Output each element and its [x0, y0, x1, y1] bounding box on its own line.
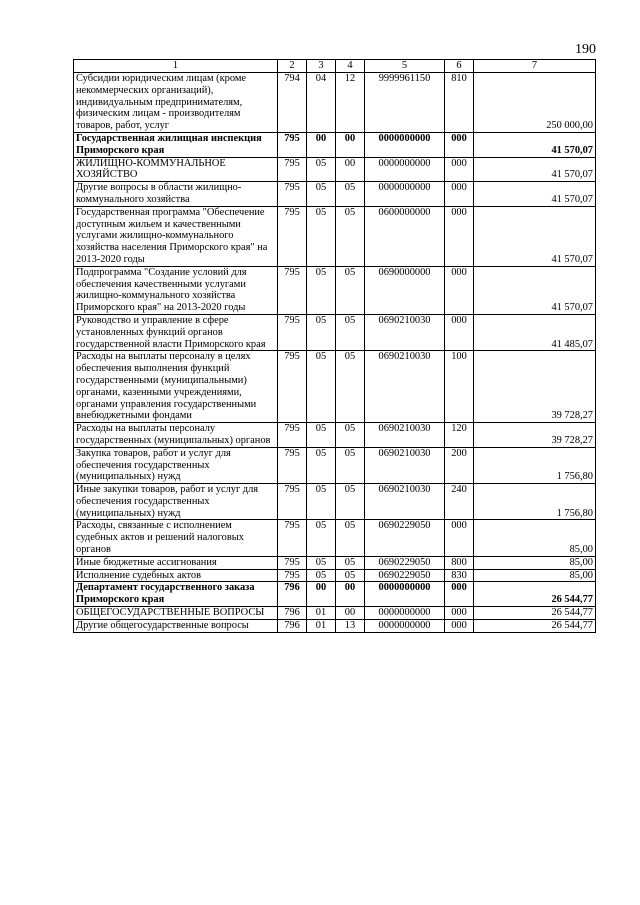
subsection-code-cell: 05 [336, 266, 365, 314]
amount-cell: 41 570,07 [474, 206, 596, 266]
amount-cell: 85,00 [474, 556, 596, 569]
amount-cell: 26 544,77 [474, 582, 596, 607]
subsection-code-cell: 13 [336, 619, 365, 632]
expense-type-cell: 000 [445, 157, 474, 182]
row-name-cell: Иные бюджетные ассигнования [74, 556, 278, 569]
amount-cell: 1 756,80 [474, 484, 596, 520]
ved-code-cell: 796 [278, 607, 307, 620]
expense-type-cell: 000 [445, 266, 474, 314]
column-header: 7 [474, 60, 596, 73]
target-article-cell: 0690210030 [365, 351, 445, 423]
table-row [74, 73, 596, 133]
budget-table [73, 59, 596, 633]
target-article-cell: 0600000000 [365, 206, 445, 266]
expense-type-cell: 000 [445, 182, 474, 207]
subsection-code-cell: 00 [336, 582, 365, 607]
subsection-code-cell: 05 [336, 447, 365, 483]
table-row [74, 157, 596, 182]
section-code-cell: 01 [307, 619, 336, 632]
row-name-cell: Другие общегосударственные вопросы [74, 619, 278, 632]
expense-type-cell: 000 [445, 314, 474, 350]
section-code-cell: 05 [307, 351, 336, 423]
expense-type-cell: 200 [445, 447, 474, 483]
subsection-code-cell: 05 [336, 351, 365, 423]
ved-code-cell: 795 [278, 157, 307, 182]
expense-type-cell: 000 [445, 132, 474, 157]
amount-cell: 85,00 [474, 520, 596, 556]
expense-type-cell: 100 [445, 351, 474, 423]
subsection-code-cell: 05 [336, 206, 365, 266]
ved-code-cell: 794 [278, 73, 307, 133]
column-header: 3 [307, 60, 336, 73]
amount-cell: 26 544,77 [474, 607, 596, 620]
subsection-code-cell: 05 [336, 556, 365, 569]
section-code-cell: 05 [307, 484, 336, 520]
subsection-code-cell: 00 [336, 132, 365, 157]
ved-code-cell: 795 [278, 132, 307, 157]
subsection-code-cell: 05 [336, 314, 365, 350]
expense-type-cell: 000 [445, 206, 474, 266]
header-row [74, 60, 596, 73]
expense-type-cell: 810 [445, 73, 474, 133]
table-row [74, 132, 596, 157]
ved-code-cell: 796 [278, 582, 307, 607]
section-code-cell: 05 [307, 157, 336, 182]
target-article-cell: 9999961150 [365, 73, 445, 133]
ved-code-cell: 795 [278, 182, 307, 207]
target-article-cell: 0690210030 [365, 314, 445, 350]
table-row [74, 351, 596, 423]
page-number: 190 [575, 42, 596, 57]
amount-cell: 250 000,00 [474, 73, 596, 133]
ved-code-cell: 795 [278, 484, 307, 520]
ved-code-cell: 795 [278, 520, 307, 556]
table-row [74, 314, 596, 350]
ved-code-cell: 795 [278, 556, 307, 569]
row-name-cell: Другие вопросы в области жилищно-коммунального хозяйства [74, 182, 278, 207]
row-name-cell: Расходы, связанные с исполнением судебных актов и решений налоговых органов [74, 520, 278, 556]
ved-code-cell: 796 [278, 619, 307, 632]
subsection-code-cell: 00 [336, 607, 365, 620]
subsection-code-cell: 05 [336, 484, 365, 520]
target-article-cell: 0690229050 [365, 556, 445, 569]
table-row [74, 569, 596, 582]
expense-type-cell: 000 [445, 582, 474, 607]
expense-type-cell: 000 [445, 619, 474, 632]
ved-code-cell: 795 [278, 569, 307, 582]
table-row [74, 556, 596, 569]
expense-type-cell: 000 [445, 607, 474, 620]
subsection-code-cell: 05 [336, 569, 365, 582]
section-code-cell: 01 [307, 607, 336, 620]
section-code-cell: 05 [307, 266, 336, 314]
table-body [74, 73, 596, 633]
section-code-cell: 05 [307, 556, 336, 569]
ved-code-cell: 795 [278, 206, 307, 266]
amount-cell: 26 544,77 [474, 619, 596, 632]
target-article-cell: 0000000000 [365, 582, 445, 607]
table-row [74, 520, 596, 556]
ved-code-cell: 795 [278, 266, 307, 314]
amount-cell: 85,00 [474, 569, 596, 582]
table-row [74, 182, 596, 207]
table-row [74, 619, 596, 632]
section-code-cell: 00 [307, 132, 336, 157]
section-code-cell: 05 [307, 447, 336, 483]
column-header: 2 [278, 60, 307, 73]
amount-cell: 39 728,27 [474, 351, 596, 423]
amount-cell: 41 485,07 [474, 314, 596, 350]
column-header: 5 [365, 60, 445, 73]
section-code-cell: 04 [307, 73, 336, 133]
section-code-cell: 00 [307, 582, 336, 607]
target-article-cell: 0000000000 [365, 157, 445, 182]
amount-cell: 41 570,07 [474, 157, 596, 182]
ved-code-cell: 795 [278, 314, 307, 350]
column-header: 6 [445, 60, 474, 73]
subsection-code-cell: 05 [336, 182, 365, 207]
amount-cell: 41 570,07 [474, 132, 596, 157]
amount-cell: 41 570,07 [474, 182, 596, 207]
section-code-cell: 05 [307, 423, 336, 448]
column-header: 4 [336, 60, 365, 73]
expense-type-cell: 830 [445, 569, 474, 582]
row-name-cell: Субсидии юридическим лицам (кроме некоммерческих организаций), индивидуальным предпринимателям, физическим лицам - производителям товаров, работ, услуг [74, 73, 278, 133]
table-row [74, 206, 596, 266]
expense-type-cell: 000 [445, 520, 474, 556]
row-name-cell: Государственная жилищная инспекция Приморского края [74, 132, 278, 157]
target-article-cell: 0690229050 [365, 520, 445, 556]
row-name-cell: ЖИЛИЩНО-КОММУНАЛЬНОЕ ХОЗЯЙСТВО [74, 157, 278, 182]
table-row [74, 607, 596, 620]
subsection-code-cell: 00 [336, 157, 365, 182]
target-article-cell: 0690210030 [365, 447, 445, 483]
section-code-cell: 05 [307, 206, 336, 266]
ved-code-cell: 795 [278, 447, 307, 483]
column-header: 1 [74, 60, 278, 73]
ved-code-cell: 795 [278, 423, 307, 448]
section-code-cell: 05 [307, 520, 336, 556]
row-name-cell: Расходы на выплаты персоналу государственных (муниципальных) органов [74, 423, 278, 448]
table-row [74, 582, 596, 607]
amount-cell: 1 756,80 [474, 447, 596, 483]
target-article-cell: 0000000000 [365, 607, 445, 620]
row-name-cell: Исполнение судебных актов [74, 569, 278, 582]
table-row [74, 484, 596, 520]
row-name-cell: Руководство и управление в сфере установленных функций органов государственной власти Приморского края [74, 314, 278, 350]
section-code-cell: 05 [307, 569, 336, 582]
table-row [74, 266, 596, 314]
row-name-cell: Подпрограмма "Создание условий для обеспечения качественными услугами жилищно-коммунального хозяйства Приморского края" на 2013-2020 годы [74, 266, 278, 314]
table-row [74, 447, 596, 483]
table-row [74, 423, 596, 448]
ved-code-cell: 795 [278, 351, 307, 423]
row-name-cell: Расходы на выплаты персоналу в целях обеспечения выполнения функций государственными (муниципальными) органами, казенными учреждениями, органами управления государственными внебюджетными фондами [74, 351, 278, 423]
row-name-cell: ОБЩЕГОСУДАРСТВЕННЫЕ ВОПРОСЫ [74, 607, 278, 620]
subsection-code-cell: 05 [336, 423, 365, 448]
row-name-cell: Государственная программа "Обеспечение доступным жильем и качественными услугами жилищно-коммунального хозяйства населения Приморского края" на 2013-2020 годы [74, 206, 278, 266]
row-name-cell: Закупка товаров, работ и услуг для обеспечения государственных (муниципальных) нужд [74, 447, 278, 483]
row-name-cell: Департамент государственного заказа Приморского края [74, 582, 278, 607]
target-article-cell: 0690229050 [365, 569, 445, 582]
target-article-cell: 0000000000 [365, 132, 445, 157]
section-code-cell: 05 [307, 182, 336, 207]
subsection-code-cell: 12 [336, 73, 365, 133]
target-article-cell: 0000000000 [365, 182, 445, 207]
row-name-cell: Иные закупки товаров, работ и услуг для обеспечения государственных (муниципальных) нужд [74, 484, 278, 520]
target-article-cell: 0000000000 [365, 619, 445, 632]
expense-type-cell: 800 [445, 556, 474, 569]
subsection-code-cell: 05 [336, 520, 365, 556]
target-article-cell: 0690210030 [365, 423, 445, 448]
section-code-cell: 05 [307, 314, 336, 350]
amount-cell: 39 728,27 [474, 423, 596, 448]
target-article-cell: 0690000000 [365, 266, 445, 314]
expense-type-cell: 120 [445, 423, 474, 448]
expense-type-cell: 240 [445, 484, 474, 520]
target-article-cell: 0690210030 [365, 484, 445, 520]
amount-cell: 41 570,07 [474, 266, 596, 314]
